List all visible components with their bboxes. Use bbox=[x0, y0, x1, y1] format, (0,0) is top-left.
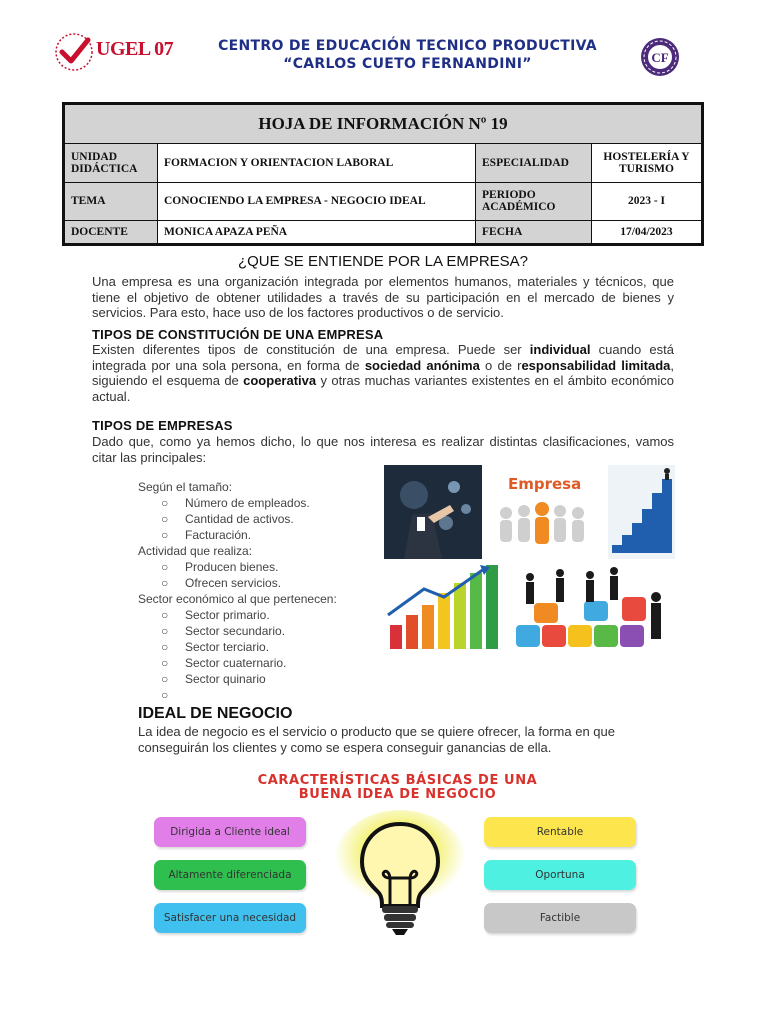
sheet-title: HOJA DE INFORMACIÓN Nº 19 bbox=[65, 105, 702, 144]
section-heading-tipos: TIPOS DE EMPRESAS bbox=[92, 418, 233, 433]
keyword-cooperativa: cooperativa bbox=[243, 373, 317, 388]
list-item: ○ Producen bienes. bbox=[161, 560, 279, 574]
bar-chart-arrow-icon bbox=[384, 563, 504, 655]
empresa-team-icon bbox=[488, 465, 602, 559]
business-collage-image bbox=[384, 465, 675, 655]
list-group-title: Actividad que realiza: bbox=[138, 544, 253, 558]
label-fecha: FECHA bbox=[476, 221, 592, 244]
growth-stairs-icon bbox=[608, 465, 675, 559]
lightbulb-icon bbox=[330, 810, 470, 940]
pill-factible: Factible bbox=[484, 903, 636, 933]
label-docente: DOCENTE bbox=[65, 221, 158, 244]
section-heading-empresa: ¿QUE SE ENTIENDE POR LA EMPRESA? bbox=[237, 253, 529, 270]
label-especialidad: ESPECIALIDAD bbox=[476, 144, 592, 183]
pill-cliente-ideal: Dirigida a Cliente ideal bbox=[154, 817, 306, 847]
info-sheet-table bbox=[62, 102, 704, 246]
checkmark-seal-icon bbox=[52, 30, 96, 74]
list-item: ○ Sector quinario bbox=[161, 672, 266, 686]
list-group-title: Según el tamaño: bbox=[138, 480, 233, 494]
collage-empresa-label: Empresa bbox=[508, 475, 582, 493]
pill-diferenciada: Altamente diferenciada bbox=[154, 860, 306, 890]
section-heading-ideal: IDEAL DE NEGOCIO bbox=[138, 705, 293, 722]
list-item: ○ Número de empleados. bbox=[161, 496, 310, 510]
institution-line-2: “CARLOS CUETO FERNANDINI” bbox=[283, 56, 532, 72]
institution-crest bbox=[636, 37, 684, 77]
keyword-individual: individual bbox=[529, 342, 591, 357]
list-item: ○ Cantidad de activos. bbox=[161, 512, 294, 526]
pill-necesidad: Satisfacer una necesidad bbox=[154, 903, 306, 933]
touchscreen-businessman-icon bbox=[384, 465, 482, 559]
list-group-title: Sector económico al que pertenecen: bbox=[138, 592, 337, 606]
label-tema: TEMA bbox=[65, 182, 158, 221]
value-periodo: 2023 - I bbox=[592, 182, 702, 221]
infographic-title bbox=[135, 774, 660, 802]
infographic-title-line-1: CARACTERÍSTICAS BÁSICAS DE UNA bbox=[257, 773, 538, 788]
pill-oportuna: Oportuna bbox=[484, 860, 636, 890]
paragraph-tipos: Dado que, como ya hemos dicho, lo que nos interesa es realizar distintas clasificaciones, vamos citar las principales: bbox=[92, 434, 674, 465]
list-item: ○ Sector primario. bbox=[161, 608, 270, 622]
crest-letters: CF bbox=[651, 50, 669, 65]
value-especialidad: HOSTELERÍA Y TURISMO bbox=[592, 144, 702, 183]
value-fecha: 17/04/2023 bbox=[592, 221, 702, 244]
institution-title bbox=[185, 37, 630, 73]
list-item: ○ Sector cuaternario. bbox=[161, 656, 287, 670]
paragraph-constitucion: Existen diferentes tipos de constitución de una empresa. Puede ser individual cuando está integrada por una sola persona, en forma de sociedad anónima o de responsabilidad limitada, siguiendo el esquema de cooperativa y otras muchas variantes existentes en el ámbito económico actual. bbox=[92, 342, 675, 404]
infographic-title-line-2: BUENA IDEA DE NEGOCIO bbox=[298, 787, 497, 802]
section-heading-constitucion: TIPOS DE CONSTITUCIÓN DE UNA EMPRESA bbox=[92, 327, 384, 342]
paragraph-empresa: Una empresa es una organización integrada por elementos humanos, materiales y técnicos, que tiene el objetivo de obtener utilidades a través de su participación en el mercado de bienes y servicios. Para esto, hace uso de los factores productivos o de servicio. bbox=[92, 274, 674, 320]
list-item: ○ Ofrecen servicios. bbox=[161, 576, 282, 590]
label-periodo: PERIODO ACADÉMICO bbox=[476, 182, 592, 221]
keyword-responsabilidad-limitada: esponsabilidad limitada bbox=[521, 357, 671, 373]
label-unidad: UNIDAD DIDÁCTICA bbox=[65, 144, 158, 183]
value-docente: MONICA APAZA PEÑA bbox=[158, 221, 476, 244]
paragraph-ideal: La idea de negocio es el servicio o producto que se quiere ofrecer, la forma en que conseguirán los clientes y como se espera conseguir ganancias de ella. bbox=[138, 724, 615, 755]
keyword-sociedad-anonima: sociedad anónima bbox=[364, 357, 480, 373]
puzzle-team-icon bbox=[510, 563, 675, 655]
list-item: ○ Facturación. bbox=[161, 528, 252, 542]
value-unidad: FORMACION Y ORIENTACION LABORAL bbox=[158, 144, 476, 183]
ugel-wordmark: UGEL 07 bbox=[96, 38, 174, 60]
classification-list: Según el tamaño: ○ Número de empleados. ○ Cantidad de activos. ○ Facturación. Actividad que realiza: ○ Producen bienes. ○ Ofrecen servicios. Sector económico al que pertenecen: ○ Sector primario. ○ Sector secundario. ○ Sector terciario. ○ Sector cuaternario. ○ Sector quinario ○ bbox=[138, 479, 378, 687]
value-tema: CONOCIENDO LA EMPRESA - NEGOCIO IDEAL bbox=[158, 182, 476, 221]
pill-rentable: Rentable bbox=[484, 817, 636, 847]
list-item: ○ Sector terciario. bbox=[161, 640, 270, 654]
list-item: ○ Sector secundario. bbox=[161, 624, 286, 638]
institution-line-1: CENTRO DE EDUCACIÓN TECNICO PRODUCTIVA bbox=[218, 38, 597, 54]
